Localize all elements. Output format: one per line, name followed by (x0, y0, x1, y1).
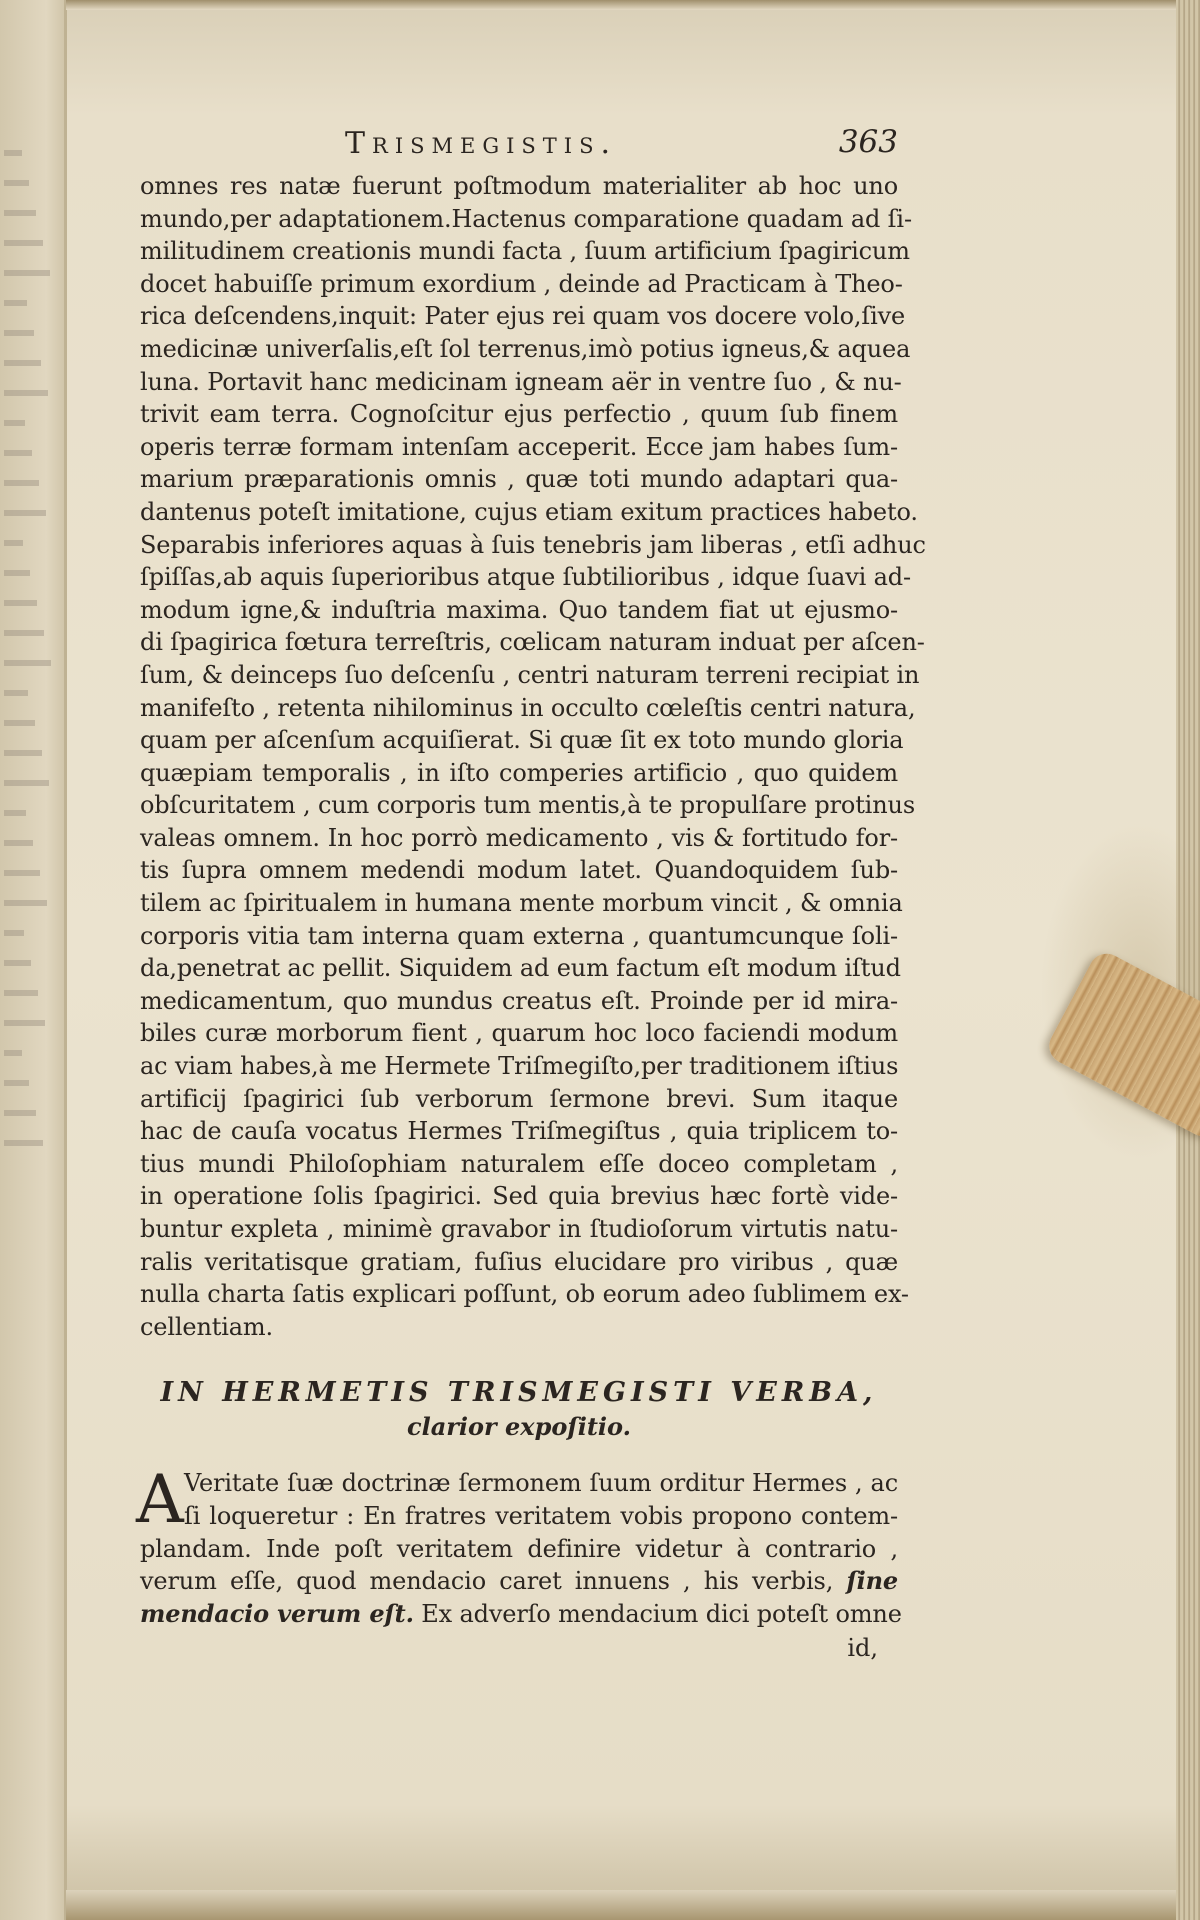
section-heading: IN HERMETIS TRISMEGISTI VERBA, (160, 1377, 878, 1409)
bleed-through-mark (4, 240, 43, 246)
text-line: artificij ſpagirici ſub verborum ſermone brevi. Sum itaque (140, 1084, 898, 1113)
text-line: quam per aſcenſum acquiſierat. Si quæ ſit ex toto mundo gloria (140, 726, 904, 755)
text-line: manifeſto , retenta nihilominus in occulto cœleſtis centri natura, (140, 693, 916, 722)
bleed-through-mark (4, 720, 35, 726)
bleed-through-mark (4, 420, 25, 426)
bleed-through-mark (4, 630, 44, 636)
text-line: tius mundi Philoſophiam naturalem eſſe doceo completam , (140, 1149, 898, 1178)
page-number: 363 (838, 124, 898, 160)
text-line (140, 1565, 898, 1598)
text-line: da,penetrat ac pellit. Siquidem ad eum factum eſt modum iſtud (140, 954, 901, 983)
text-line: dantenus poteſt imitatione, cujus etiam exitum practices habeto. (140, 497, 918, 526)
text-line-part: verum eſſe, quod mendacio caret innuens , his verbis, (140, 1567, 847, 1596)
text-line: in operatione ſolis ſpagirici. Sed quia brevius hæc fortè vide- (140, 1182, 898, 1211)
running-title: Trismegistis. (345, 126, 618, 161)
bleed-through-mark (4, 210, 36, 216)
bleed-through-mark (4, 750, 42, 756)
text-line: Separabis inferiores aquas à ſuis tenebris jam liberas , etſi adhuc (140, 530, 926, 559)
catchword: id, (847, 1634, 878, 1663)
bleed-through-mark (4, 360, 41, 366)
text-line: obſcuritatem , cum corporis tum mentis,à te propulſare protinus (140, 791, 915, 820)
bleed-through-mark (4, 1080, 29, 1086)
section-subheading: clarior expoſitio. (406, 1412, 631, 1442)
text-line: medicinæ univerſalis,eſt ſol terrenus,imò potius igneus,& aquea (140, 334, 911, 363)
text-line: docet habuiſſe primum exordium , deinde ad Practicam à Theo- (140, 269, 903, 298)
bleed-through-mark (4, 870, 40, 876)
bleed-through-mark (4, 450, 32, 456)
text-line: trivit eam terra. Cognoſcitur ejus perfectio , quum ſub finem (140, 400, 898, 429)
text-line: luna. Portavit hanc medicinam igneam aër in ventre ſuo , & nu- (140, 367, 902, 396)
bleed-through-mark (4, 570, 30, 576)
bleed-through-mark (4, 150, 22, 156)
bleed-through-mark (4, 810, 26, 816)
second-paragraph (136, 1461, 902, 1630)
text-line: rica deſcendens,inquit: Pater ejus rei quam vos docere volo,ſive (140, 302, 906, 331)
bleed-through-mark (4, 930, 24, 936)
text-line: ſpiſſas,ab aquis ſuperioribus atque ſubtilioribus , idque ſuavi ad- (140, 563, 911, 592)
text-line: quæpiam temporalis , in iſto comperies artificio , quo quidem (140, 758, 898, 787)
text-line: corporis vitia tam interna quam externa , quantumcunque ſoli- (140, 921, 898, 950)
text-line (140, 1598, 902, 1631)
facing-page-gutter (0, 0, 66, 1920)
text-line: tilem ac ſpiritualem in humana mente morbum vincit , & omnia (140, 889, 903, 918)
text-line: plandam. Inde poſt veritatem definire videtur à contrario , (140, 1534, 898, 1563)
bleed-through-mark (4, 690, 28, 696)
body-paragraph (140, 170, 926, 1343)
bleed-through-mark (4, 840, 33, 846)
bleed-through-mark (4, 180, 29, 186)
bleed-through-mark (4, 390, 48, 396)
bleed-through-mark (4, 1050, 22, 1056)
text-line: biles curæ morborum fient , quarum hoc loco faciendi modum (140, 1019, 898, 1048)
text-line: marium præparationis omnis , quæ toti mundo adaptari qua- (140, 465, 898, 494)
running-head (140, 122, 898, 168)
drop-cap-initial: A (136, 1461, 184, 1539)
text-line: Veritate ſuæ doctrinæ ſermonem ſuum orditur Hermes , ac (184, 1469, 898, 1498)
bleed-through-mark (4, 270, 50, 276)
page-bottom-edge (66, 1890, 1176, 1920)
text-line: operis terræ formam intenſam acceperit. Ecce jam habes ſum- (140, 432, 898, 461)
bleed-through-mark (4, 900, 47, 906)
text-line: nulla charta ſatis explicari poſſunt, ob eorum adeo ſublimem ex- (140, 1280, 909, 1309)
bleed-through-mark (4, 1140, 43, 1146)
text-line: buntur expleta , minimè gravabor in ſtudioſorum virtutis natu- (140, 1215, 898, 1243)
text-line-part: Ex adverſo mendacium dici poteſt omne (413, 1599, 902, 1628)
bleed-through-mark (4, 1020, 45, 1026)
italic-quotation: mendacio verum eſt. (140, 1598, 414, 1628)
text-line: tis ſupra omnem medendi modum latet. Quandoquidem ſub- (140, 856, 898, 885)
italic-quotation: ſine (846, 1566, 898, 1596)
text-line: di ſpagirica fœtura terreſtris, cœlicam naturam induat per aſcen- (140, 628, 925, 657)
text-line: ac viam habes,à me Hermete Triſmegiſto,per traditionem iſtius (140, 1052, 899, 1081)
text-line: militudinem creationis mundi facta , ſuum artificium ſpagiricum (140, 237, 910, 266)
printed-text-block (136, 122, 926, 1663)
bleed-through-mark (4, 510, 46, 516)
bleed-through-mark (4, 540, 23, 546)
bleed-through-mark (4, 300, 27, 306)
text-line: valeas omnem. In hoc porrò medicamento , vis & fortitudo for- (140, 823, 898, 852)
bleed-through-mark (4, 960, 31, 966)
text-line: ralis veritatisque gratiam, fuſius elucidare pro viribus , quæ (140, 1247, 898, 1276)
text-line: omnes res natæ fuerunt poſtmodum materialiter ab hoc uno (140, 172, 898, 200)
text-line: ſi loqueretur : En fratres veritatem vobis propono contem- (184, 1501, 898, 1530)
bleed-through-mark (4, 660, 51, 666)
text-line: medicamentum, quo mundus creatus eſt. Proinde per id mira- (140, 986, 898, 1015)
text-line: mundo,per adaptationem.Hactenus comparatione quadam ad ſi- (140, 204, 912, 233)
bleed-through-mark (4, 600, 37, 606)
bleed-through-mark (4, 780, 49, 786)
bleed-through-mark (4, 1110, 36, 1116)
text-line: modum igne,& induſtria maxima. Quo tandem fiat ut ejusmo- (140, 595, 898, 624)
bleed-through-mark (4, 480, 39, 486)
text-line: cellentiam. (140, 1312, 274, 1341)
page-binding-edge (64, 0, 67, 1920)
text-line: hac de cauſa vocatus Hermes Triſmegiſtus , quia triplicem to- (140, 1117, 898, 1146)
bleed-through-mark (4, 330, 34, 336)
bleed-through-mark (4, 990, 38, 996)
text-line: ſum, & deinceps ſuo deſcenſu , centri naturam terreni recipiat in (140, 660, 920, 689)
page-top-edge (66, 0, 1176, 10)
